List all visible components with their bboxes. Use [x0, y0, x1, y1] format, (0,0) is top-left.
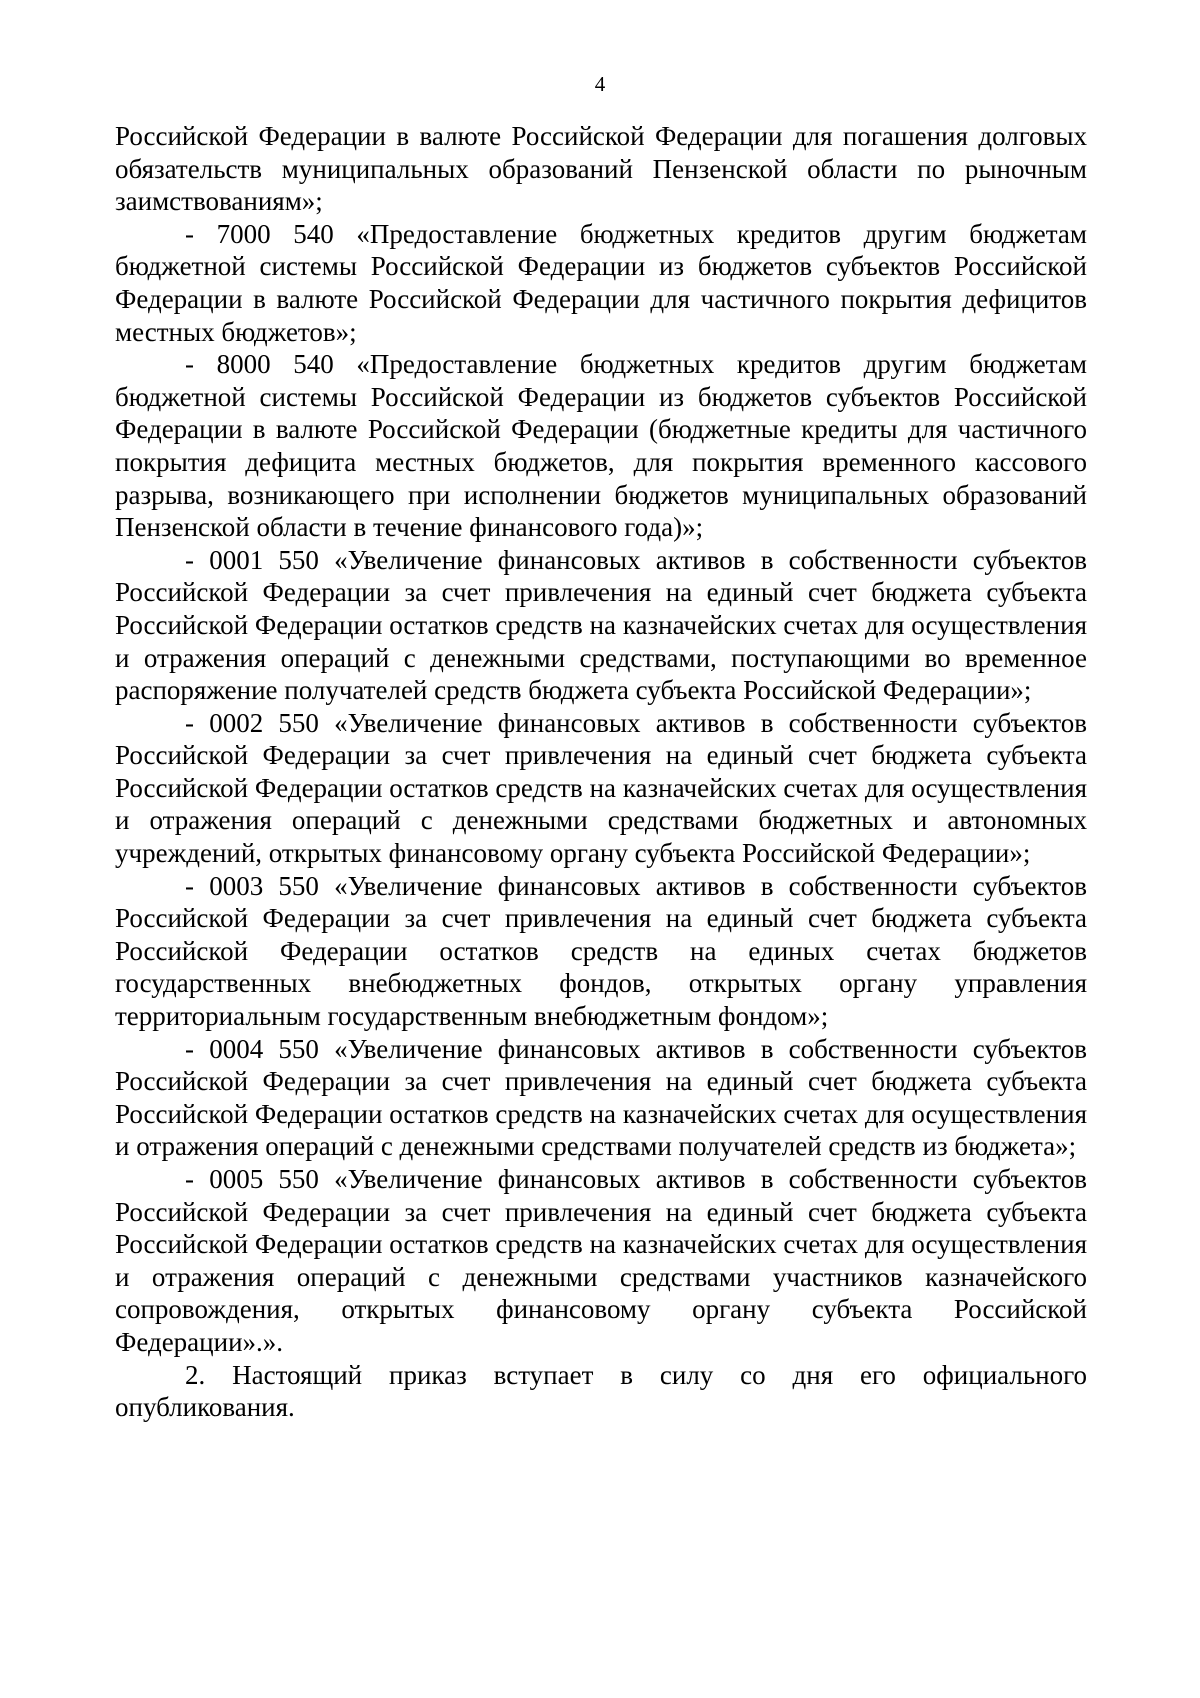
paragraph-effective-date: 2. Настоящий приказ вступает в силу со дня его официального опубликования. [115, 1359, 1087, 1423]
paragraph-code-0003-550: - 0003 550 «Увеличение финансовых активов в собственности субъектов Российской Федерации за счет привлечения на единый счет бюджета субъекта Российской Федерации остатков средств на единых счетах бюджетов государственных внебюджетных фондов, открытых органу управления территориальным государственным внебюджетным фондом»; [115, 870, 1087, 1032]
paragraph-continuation: Российской Федерации в валюте Российской Федерации для погашения долговых обязательств муниципальных образований Пензенской области по рыночным заимствованиям»; [115, 121, 1087, 217]
paragraph-code-8000-540: - 8000 540 «Предоставление бюджетных кредитов другим бюджетам бюджетной системы Российской Федерации из бюджетов субъектов Российской Федерации в валюте Российской Федерации (бюджетные кредиты для частичного покрытия дефицита местных бюджетов, для покрытия временного кассового разрыва, возникающего при исполнении бюджетов муниципальных образований Пензенской области в течение финансового года)»; [115, 349, 1087, 543]
paragraph-code-0001-550: - 0001 550 «Увеличение финансовых активов в собственности субъектов Российской Федерации за счет привлечения на единый счет бюджета субъекта Российской Федерации остатков средств на казначейских счетах для осуществления и отражения операций с денежными средствами, поступающими во временное распоряжение получателей средств бюджета субъекта Российской Федерации»; [115, 544, 1087, 706]
paragraph-code-0002-550: - 0002 550 «Увеличение финансовых активов в собственности субъектов Российской Федерации за счет привлечения на единый счет бюджета субъекта Российской Федерации остатков средств на казначейских счетах для осуществления и отражения операций с денежными средствами бюджетных и автономных учреждений, открытых финансовому органу субъекта Российской Федерации»; [115, 707, 1087, 869]
page-number: 4 [594, 72, 606, 96]
document-body [115, 120, 1087, 1424]
paragraph-code-0004-550: - 0004 550 «Увеличение финансовых активов в собственности субъектов Российской Федерации за счет привлечения на единый счет бюджета субъекта Российской Федерации остатков средств на казначейских счетах для осуществления и отражения операций с денежными средствами получателей средств из бюджета»; [115, 1033, 1087, 1162]
paragraph-code-0005-550: - 0005 550 «Увеличение финансовых активов в собственности субъектов Российской Федерации за счет привлечения на единый счет бюджета субъекта Российской Федерации остатков средств на казначейских счетах для осуществления и отражения операций с денежными средствами участников казначейского сопровождения, открытых финансовому органу субъекта Российской Федерации».». [115, 1164, 1087, 1357]
paragraph-code-7000-540: - 7000 540 «Предоставление бюджетных кредитов другим бюджетам бюджетной системы Российской Федерации из бюджетов субъектов Российской Федерации в валюте Российской Федерации для частичного покрытия дефицитов местных бюджетов»; [115, 218, 1087, 347]
